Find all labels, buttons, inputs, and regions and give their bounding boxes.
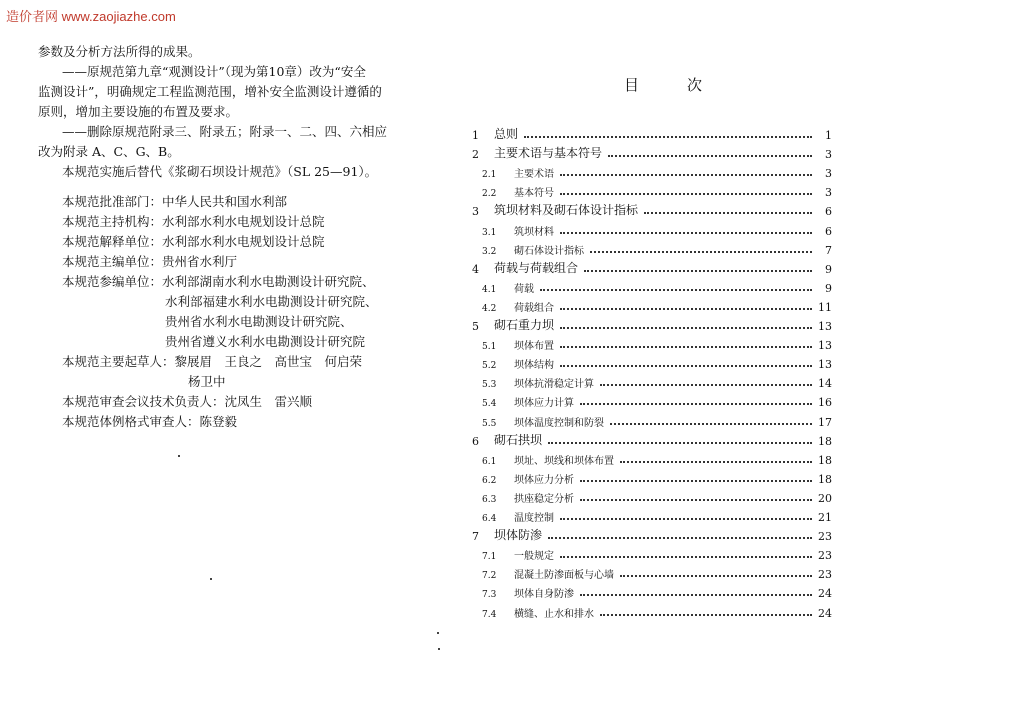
toc-entry-page: 14	[818, 377, 832, 391]
credit-line: 本规范主持机构：水利部水利水电规划设计总院	[62, 214, 325, 229]
toc-leader-dots	[600, 384, 812, 386]
toc-entry-title: 砌石拱坝	[494, 432, 543, 447]
toc-leader-dots	[590, 251, 812, 253]
toc-entry-title: 一般规定	[514, 551, 554, 563]
toc-entry-title: 坝体布置	[514, 341, 554, 353]
credit-line: 本规范主要起草人：黎展眉 王良之 高世宝 何启荣	[62, 354, 363, 369]
toc-entry	[470, 544, 832, 562]
toc-leader-dots	[644, 212, 812, 214]
toc-entry-page: 23	[818, 549, 832, 563]
toc-leader-dots	[560, 365, 812, 367]
toc-entry	[470, 411, 832, 429]
scan-speck	[178, 455, 180, 457]
toc-leader-dots	[560, 232, 812, 234]
credit-line: 本规范审查会议技术负责人：沈凤生 雷兴顺	[62, 394, 313, 409]
toc-entry-title: 筑坝材料及砌石体设计指标	[494, 203, 639, 218]
toc-entry-title: 坝体应力分析	[514, 474, 574, 486]
toc-entry-number: 4.1	[482, 284, 497, 295]
toc-leader-dots	[548, 537, 812, 539]
toc-entry-page: 9	[825, 262, 832, 276]
toc-entry-title: 荷载与荷载组合	[494, 260, 579, 275]
text-line: ——删除原规范附录三、附录五；附录一、二、四、六相应	[62, 124, 388, 139]
toc-leader-dots	[620, 461, 812, 463]
toc-entry-number: 5.3	[482, 380, 497, 391]
scan-speck	[437, 632, 439, 634]
credit-line: 本规范批准部门：中华人民共和国水利部	[62, 194, 288, 209]
toc-leader-dots	[580, 403, 812, 405]
toc-entry-number: 4.2	[482, 303, 497, 314]
toc-entry-page: 20	[818, 491, 832, 505]
toc-entry-number: 6.4	[482, 514, 497, 524]
toc-entry-title: 坝体应力计算	[514, 398, 574, 410]
toc-entry-page: 24	[818, 587, 832, 601]
toc-entry-number: 5.1	[482, 342, 497, 353]
toc-entry	[470, 372, 832, 390]
toc-entry-number: 6.1	[482, 456, 497, 467]
toc-entry	[470, 582, 832, 600]
toc-entry-number: 5.4	[482, 399, 497, 410]
toc-entry-page: 18	[818, 434, 832, 448]
text-line: ——原规范第九章“观测设计”（现为第10章）改为“安全	[62, 64, 366, 79]
toc-entry-number: 3.1	[482, 227, 497, 238]
toc-entry-page: 13	[818, 339, 832, 353]
toc-entry	[470, 200, 832, 218]
toc-entry-page: 16	[818, 396, 832, 410]
credit-line: 本规范参编单位：水利部湖南水利水电勘测设计研究院、	[62, 274, 375, 289]
toc-entry-page: 6	[825, 205, 832, 219]
toc-entry-title: 坝体结构	[514, 360, 554, 372]
toc-entry-title: 坝址、坝线和坝体布置	[514, 455, 614, 467]
toc-entry-title: 主要术语与基本符号	[494, 146, 603, 161]
credit-line: 贵州省遵义水利水电勘测设计研究院	[165, 334, 366, 349]
toc-entry-title: 砌石重力坝	[494, 318, 555, 332]
toc-entry-page: 24	[818, 606, 832, 620]
scan-speck	[438, 648, 440, 650]
toc-entry	[470, 239, 832, 257]
toc-entry-number: 7.3	[482, 590, 497, 601]
toc-entry-title: 砌石体设计指标	[514, 245, 584, 257]
toc-leader-dots	[580, 499, 812, 501]
toc-entry-page: 17	[818, 415, 832, 429]
toc-entry-title: 温度控制	[514, 513, 554, 524]
toc-leader-dots	[610, 423, 812, 425]
credit-line: 本规范解释单位：水利部水利水电规划设计总院	[62, 234, 325, 249]
toc-leader-dots	[580, 594, 812, 596]
toc-entry-title: 横缝、止水和排水	[514, 608, 594, 620]
toc-entry-number: 7.1	[482, 552, 497, 563]
toc-entry-number: 6.2	[482, 475, 497, 486]
toc-entry-number: 2.1	[482, 170, 497, 181]
toc-entry-title: 荷载组合	[514, 302, 554, 314]
toc-leader-dots	[560, 346, 812, 348]
toc-entry-number: 7.4	[482, 609, 497, 620]
toc-entry-page: 7	[825, 243, 832, 257]
toc-leader-dots	[560, 308, 812, 310]
toc-leader-dots	[584, 270, 812, 272]
text-line: 监测设计”，明确规定工程监测范围，增补安全监测设计遵循的	[38, 84, 382, 99]
toc-entry	[470, 449, 832, 467]
toc-entry-title: 坝体自身防渗	[514, 589, 574, 601]
toc-entry-page: 9	[825, 281, 832, 295]
credit-line: 水利部福建水利水电勘测设计研究院、	[165, 294, 378, 309]
toc-entry-page: 13	[818, 320, 832, 333]
toc-leader-dots	[560, 174, 812, 176]
toc-entry	[470, 220, 832, 238]
toc-entry-title: 主要术语	[514, 169, 554, 181]
toc-leader-dots	[608, 155, 812, 157]
toc-entry-title: 拱座稳定分析	[514, 493, 574, 505]
toc-entry-number: 2.2	[482, 189, 497, 200]
toc-entry-page: 21	[818, 511, 832, 524]
watermark: 造价者网 www.zaojiazhe.com	[6, 9, 176, 24]
toc-entry-number: 1	[472, 129, 479, 142]
toc-entry	[470, 468, 832, 486]
toc-entry-number: 7	[472, 530, 479, 544]
toc-entry	[470, 124, 832, 142]
toc-entry-page: 11	[818, 300, 832, 314]
toc-entry-page: 6	[825, 224, 832, 238]
text-line: 参数及分析方法所得的成果。	[38, 44, 201, 59]
toc-entry-number: 7.2	[482, 571, 497, 582]
toc-entry-page: 1	[825, 129, 832, 142]
toc-entry	[470, 430, 832, 448]
toc-leader-dots	[524, 136, 812, 138]
toc-entry-title: 坝体温度控制和防裂	[514, 417, 604, 429]
toc-entry	[470, 602, 832, 620]
toc-entry	[470, 162, 832, 180]
toc-entry-title: 总则	[494, 127, 519, 141]
toc-entry	[470, 334, 832, 352]
credit-line: 本规范主编单位：贵州省水利厅	[62, 254, 238, 269]
toc-entry	[470, 296, 832, 314]
toc-entry-page: 23	[818, 530, 832, 544]
credit-line: 本规范体例格式审查人：陈登毅	[62, 414, 238, 429]
toc-leader-dots	[560, 193, 812, 195]
credit-line: 杨卫中	[188, 374, 226, 389]
toc-entry-page: 13	[818, 358, 832, 372]
toc-entry	[470, 487, 832, 505]
toc-entry-title: 基本符号	[514, 188, 554, 200]
toc-entry	[470, 563, 832, 581]
toc-entry-page: 18	[818, 453, 832, 467]
toc-leader-dots	[620, 575, 812, 577]
toc-entry	[470, 258, 832, 276]
toc-leader-dots	[600, 614, 812, 616]
toc-leader-dots	[560, 556, 812, 558]
text-line: 改为附录 A、C、G、B。	[38, 144, 180, 159]
left-page	[38, 42, 408, 432]
toc-leader-dots	[580, 480, 812, 482]
toc-entry-number: 5	[472, 320, 479, 333]
toc-title: 目次	[624, 76, 751, 94]
toc-entry-number: 4	[472, 262, 479, 276]
toc-entry-number: 6.3	[482, 494, 497, 505]
toc-entry-number: 3.2	[482, 246, 497, 257]
toc-entry	[470, 315, 832, 333]
toc-entry	[470, 391, 832, 409]
toc-entry-title: 筑坝材料	[514, 226, 554, 238]
toc-entry	[470, 353, 832, 371]
scan-speck	[210, 578, 212, 580]
text-line: 原则，增加主要设施的布置及要求。	[38, 104, 239, 119]
credit-line: 贵州省水利水电勘测设计研究院、	[165, 314, 353, 329]
toc-entry-title: 荷载	[514, 283, 534, 295]
toc-entry	[470, 181, 832, 199]
text-line: 本规范实施后替代《浆砌石坝设计规范》（SL 25—91）。	[62, 164, 378, 179]
toc-entry	[470, 525, 832, 543]
toc-entry-number: 2	[472, 148, 479, 162]
toc-entry	[470, 506, 832, 524]
toc-leader-dots	[560, 518, 812, 520]
toc-leader-dots	[560, 327, 812, 329]
toc-entry-page: 23	[818, 568, 832, 582]
toc-entry-number: 5.2	[482, 361, 497, 372]
toc-entry-number: 5.5	[482, 418, 497, 429]
toc-entry-page: 18	[818, 472, 832, 486]
toc-leader-dots	[540, 289, 812, 291]
toc-entry-title: 坝体防渗	[494, 528, 543, 543]
toc-entry-number: 3	[472, 205, 479, 219]
toc-entry	[470, 143, 832, 161]
toc-leader-dots	[548, 442, 812, 444]
toc-entry-title: 混凝土防渗面板与心墙	[514, 570, 614, 582]
toc-entry-page: 3	[825, 186, 832, 200]
toc-entry-page: 3	[825, 167, 832, 181]
toc-entry-number: 6	[472, 434, 479, 448]
toc-entry	[470, 277, 832, 295]
toc-entry-page: 3	[825, 148, 832, 162]
toc-entry-title: 坝体抗滑稳定计算	[514, 379, 594, 391]
